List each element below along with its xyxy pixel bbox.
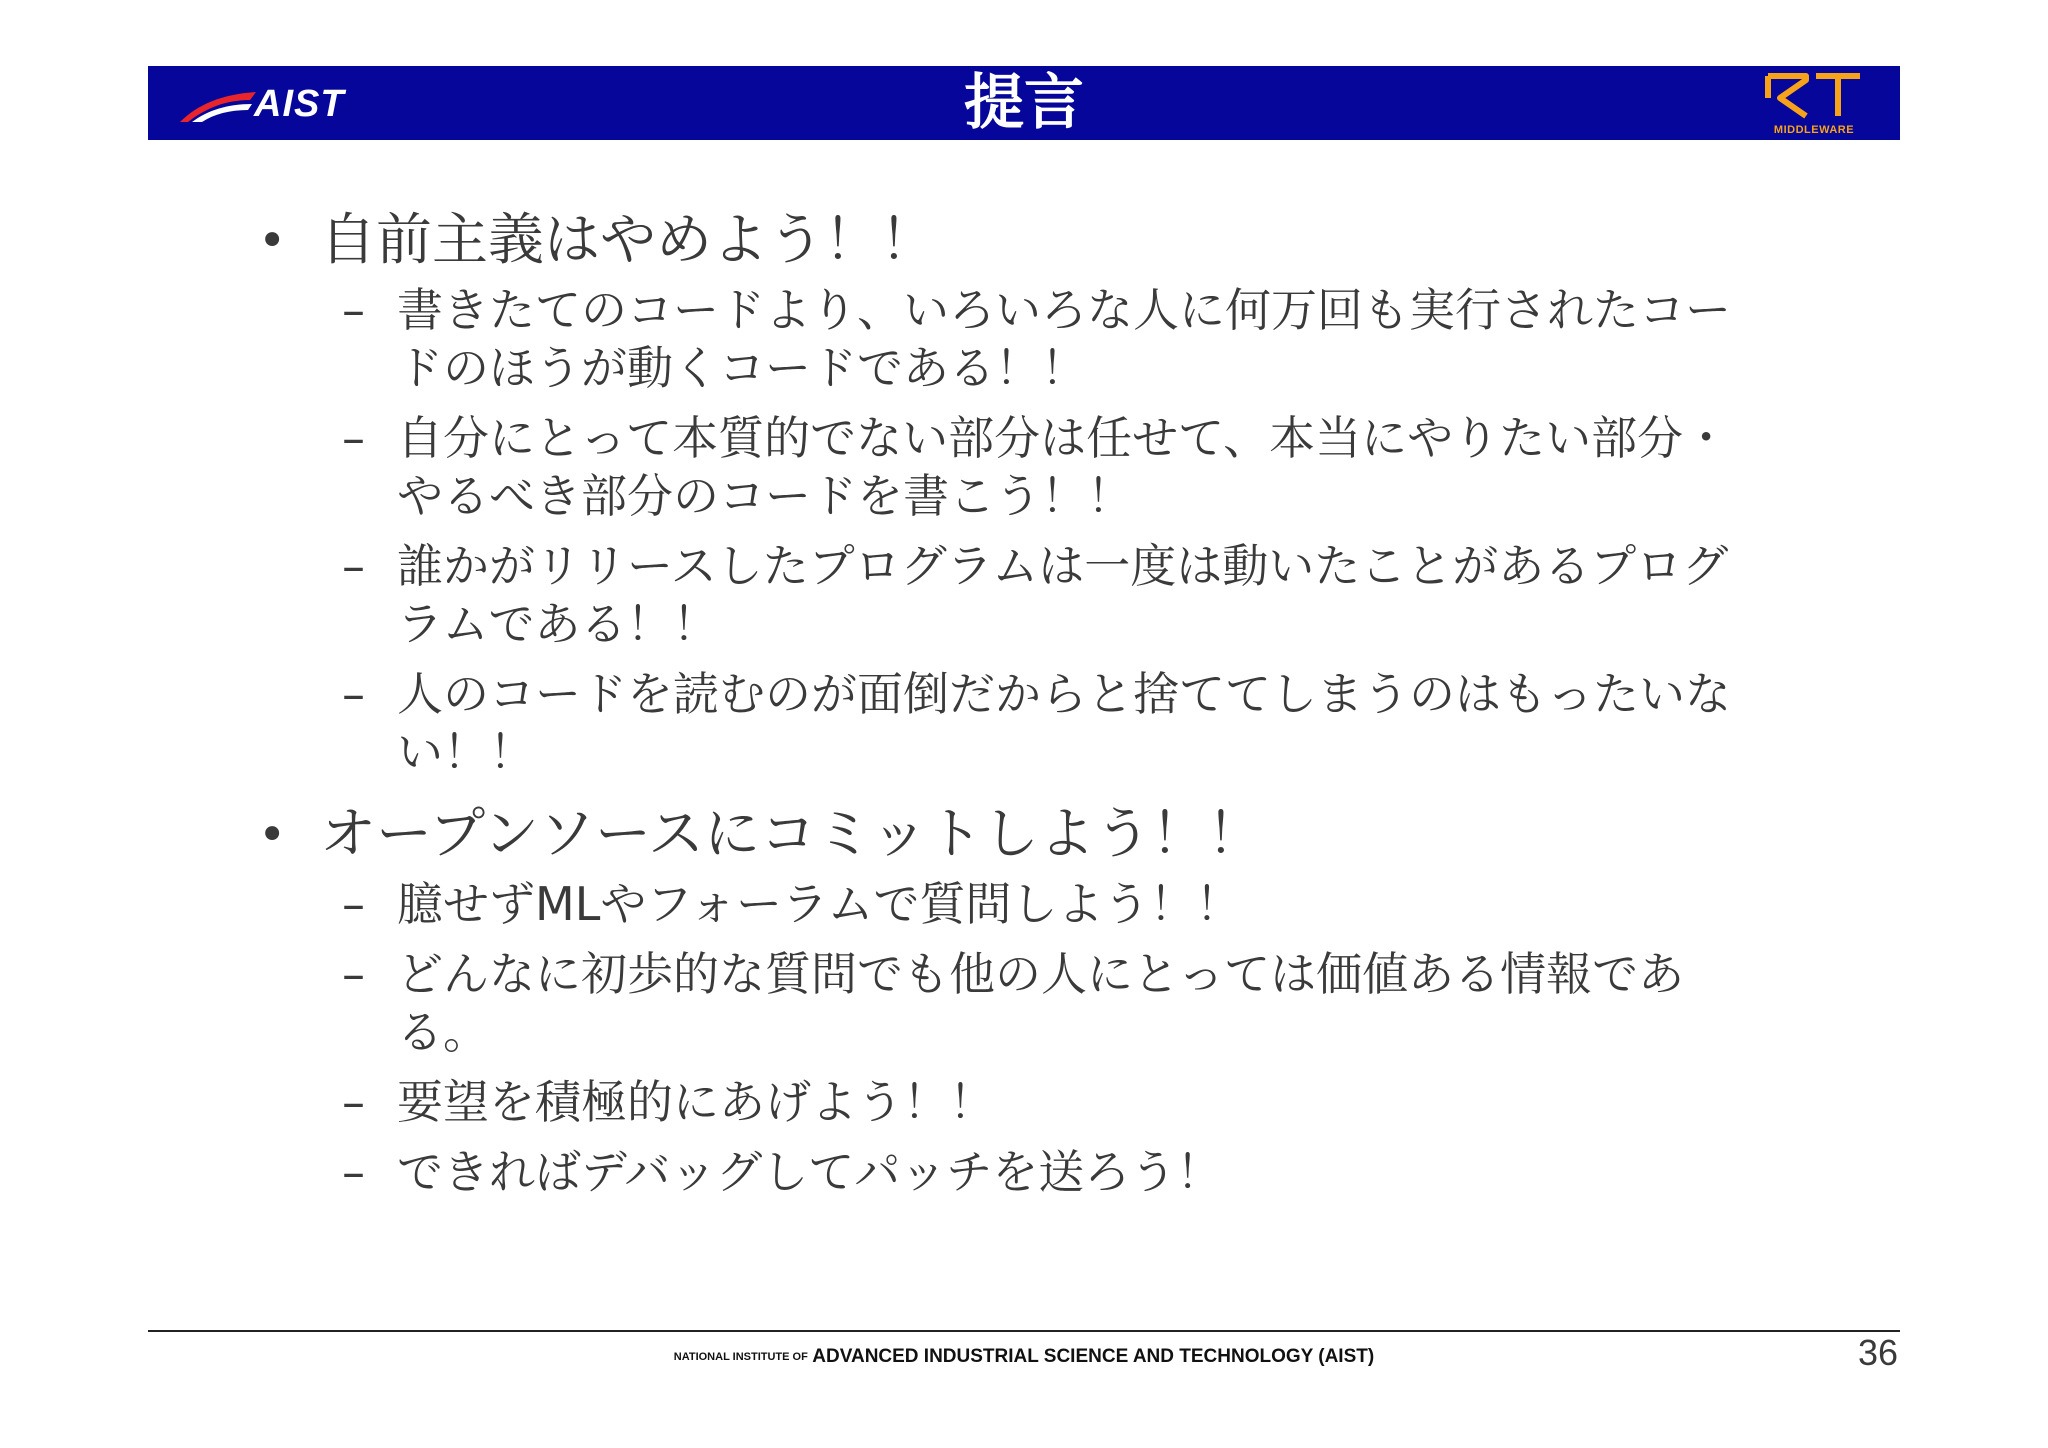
sub-bullet-item	[250, 945, 1770, 1061]
rt-logo-caption: MIDDLEWARE	[1773, 124, 1855, 136]
bullet-icon: •	[258, 213, 287, 269]
sub-bullet-item	[250, 409, 1770, 525]
sub-bullet-item	[250, 1073, 1770, 1131]
dash-icon: –	[342, 283, 365, 337]
page-number: 36	[1857, 1332, 1898, 1373]
bullet-text: 自前主義はやめよう！！	[320, 208, 936, 273]
sub-bullet-text: できればデバッグしてパッチを送ろう！	[397, 1145, 1223, 1199]
footer-prefix: NATIONAL INSTITUTE OF	[673, 1351, 808, 1363]
sub-bullet-text: 誰かがリリースしたプログラムは一度は動いたことがあるプログラムである！！	[397, 539, 1729, 651]
footer-institution	[0, 1346, 2048, 1368]
sub-bullet-text: どんなに初歩的な質問でも他の人にとっては価値ある情報である。	[397, 947, 1685, 1059]
aist-logo-text: AIST	[254, 83, 345, 125]
bullet-text: オープンソースにコミットしよう！！	[320, 802, 1264, 867]
header-bar	[148, 66, 1900, 140]
dash-icon: –	[342, 877, 365, 931]
dash-icon: –	[342, 1075, 365, 1129]
rt-logo-icon	[1754, 68, 1874, 122]
sub-bullet-item	[250, 1143, 1770, 1201]
bullet-item	[250, 799, 1770, 871]
sub-bullet-text: 書きたてのコードより、いろいろな人に何万回も実行されたコードのほうが動くコードである！！	[397, 283, 1731, 395]
sub-bullet-item	[250, 537, 1770, 653]
rt-middleware-logo	[1754, 68, 1874, 138]
sub-bullet-item	[250, 281, 1770, 397]
sub-bullet-text: 自分にとって本質的でない部分は任せて、本当にやりたい部分・やるべき部分のコードを書こう！！	[397, 411, 1730, 523]
slide-content	[250, 205, 1770, 1219]
sub-bullet-item	[250, 875, 1770, 933]
bullet-icon: •	[258, 807, 287, 863]
dash-icon: –	[342, 1145, 365, 1199]
dash-icon: –	[342, 667, 365, 721]
bullet-group	[250, 799, 1770, 1201]
bullet-item	[250, 205, 1770, 277]
page-title: 提言	[964, 68, 1084, 138]
dash-icon: –	[342, 539, 365, 593]
bullet-group	[250, 205, 1770, 781]
dash-icon: –	[342, 947, 365, 1001]
sub-bullet-text: 要望を積極的にあげよう！！	[397, 1075, 995, 1129]
sub-bullet-text: 人のコードを読むのが面倒だからと捨ててしまうのはもったいない！！	[397, 667, 1731, 779]
sub-bullet-text: 臆せずMLやフォーラムで質問しよう！！	[397, 877, 1242, 931]
footer-divider	[148, 1330, 1900, 1332]
footer-main: ADVANCED INDUSTRIAL SCIENCE AND TECHNOLOGY (AIST)	[812, 1346, 1375, 1367]
dash-icon: –	[342, 411, 365, 465]
sub-bullet-item	[250, 665, 1770, 781]
